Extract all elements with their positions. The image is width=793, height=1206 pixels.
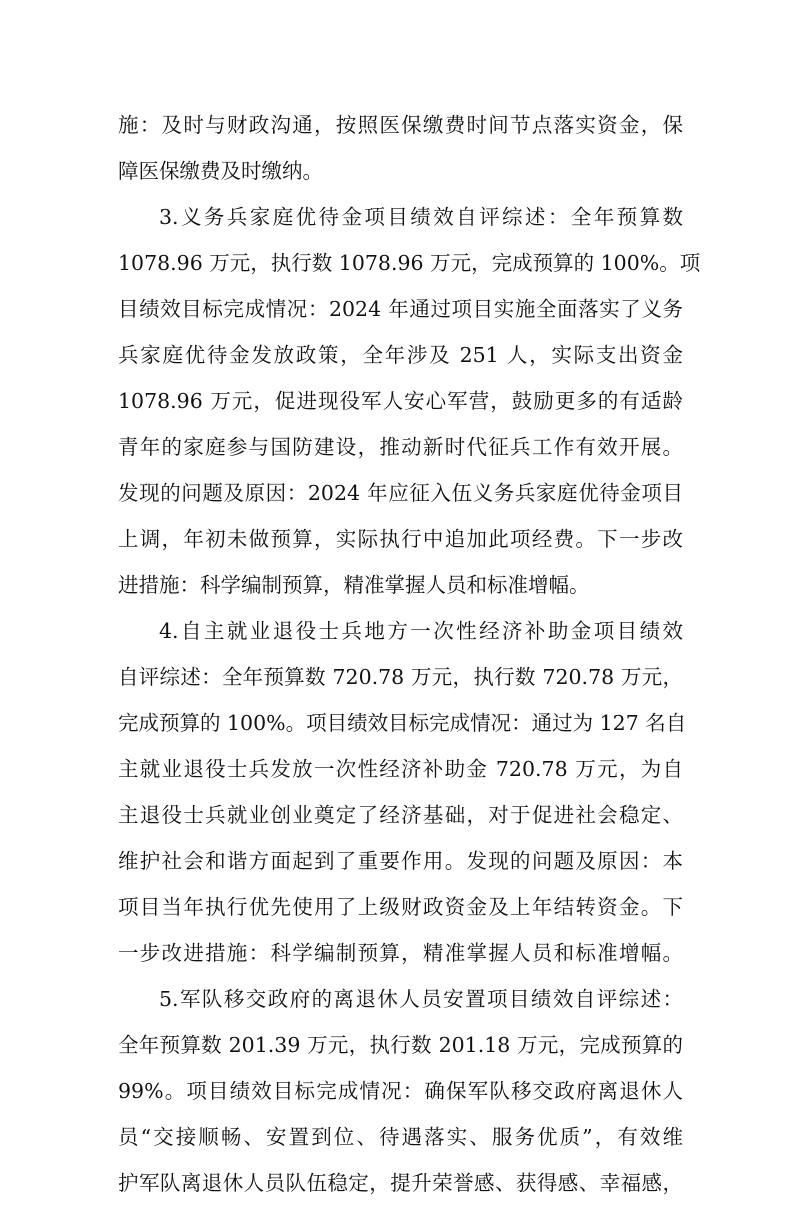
text-line: 3.义务兵家庭优待金项目绩效自评综述：全年预算数 (159, 205, 683, 229)
text-line: 员“交接顺畅、安置到位、待遇落实、服务优质”，有效维 (118, 1125, 683, 1149)
text-line: 发现的问题及原因：2024 年应征入伍义务兵家庭优待金项目 (118, 481, 683, 505)
text-line: 护军队离退休人员队伍稳定，提升荣誉感、获得感、幸福感， (118, 1171, 683, 1195)
text-line: 主就业退役士兵发放一次性经济补助金 720.78 万元，为自 (118, 757, 683, 781)
text-line: 一步改进措施：科学编制预算，精准掌握人员和标准增幅。 (118, 941, 683, 965)
text-line: 全年预算数 201.39 万元，执行数 201.18 万元，完成预算的 (118, 1033, 683, 1057)
text-line: 项目当年执行优先使用了上级财政资金及上年结转资金。下 (118, 895, 683, 919)
text-line: 主退役士兵就业创业奠定了经济基础，对于促进社会稳定、 (118, 803, 683, 827)
text-line: 1078.96 万元，执行数 1078.96 万元，完成预算的 100%。项 (118, 251, 701, 275)
text-line: 自评综述：全年预算数 720.78 万元，执行数 720.78 万元， (118, 665, 683, 689)
text-line: 1078.96 万元，促进现役军人安心军营，鼓励更多的有适龄 (118, 389, 683, 413)
text-line: 兵家庭优待金发放政策，全年涉及 251 人，实际支出资金 (118, 343, 683, 367)
text-line: 4.自主就业退役士兵地方一次性经济补助金项目绩效 (159, 619, 683, 643)
text-line: 5.军队移交政府的离退休人员安置项目绩效自评综述： (159, 987, 683, 1011)
text-line: 维护社会和谐方面起到了重要作用。发现的问题及原因：本 (118, 849, 683, 873)
text-line: 青年的家庭参与国防建设，推动新时代征兵工作有效开展。 (118, 435, 683, 459)
text-line: 目绩效目标完成情况：2024 年通过项目实施全面落实了义务 (118, 297, 683, 321)
text-line: 施：及时与财政沟通，按照医保缴费时间节点落实资金，保 (118, 113, 683, 137)
text-line: 99%。项目绩效目标完成情况：确保军队移交政府离退休人 (118, 1079, 683, 1103)
body-text (118, 102, 701, 1206)
text-line: 障医保缴费及时缴纳。 (118, 159, 323, 183)
text-line: 上调，年初未做预算，实际执行中追加此项经费。下一步改 (118, 527, 683, 551)
text-line: 进措施：科学编制预算，精准掌握人员和标准增幅。 (118, 573, 590, 597)
text-line: 完成预算的 100%。项目绩效目标完成情况：通过为 127 名自 (118, 711, 687, 735)
